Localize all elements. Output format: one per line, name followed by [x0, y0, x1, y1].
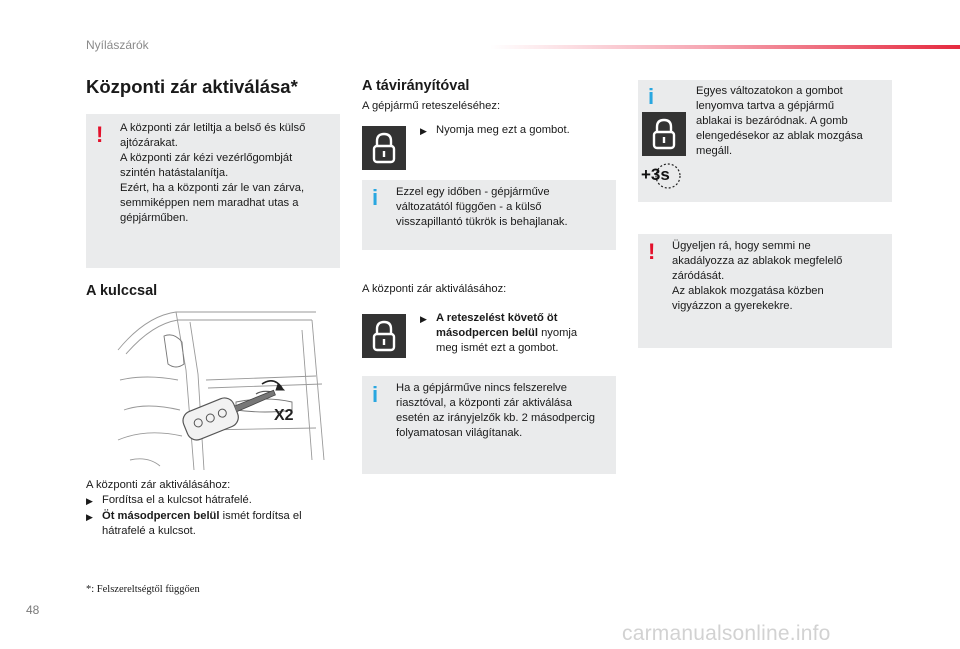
header-accent-line: [490, 45, 960, 49]
key-step-2-bold: Öt másodpercen belül: [102, 510, 220, 522]
info-line: megáll.: [696, 145, 733, 157]
activate-bold-1: A reteszelést követő öt: [436, 312, 558, 324]
activate-bold-2: másodpercen belül: [436, 327, 538, 339]
info-text: [696, 84, 888, 159]
info-box-mirrors: [362, 180, 616, 250]
info-box-indicators: [362, 376, 616, 474]
remote-heading: A távirányítóval: [362, 78, 470, 94]
door-key-illustration: [116, 310, 330, 472]
info-text: [396, 381, 614, 441]
bullet-triangle-icon: ▶: [420, 314, 427, 324]
warning-line: záródását.: [672, 270, 725, 282]
info-icon: i: [648, 84, 655, 109]
info-line: Ezzel egy időben - gépjárműve: [396, 186, 550, 198]
key-step-1-text: Fordítsa el a kulcsot hátrafelé.: [102, 494, 252, 506]
activate-step-text: [436, 311, 577, 356]
info-line: visszapillantó tükrök is behajlanak.: [396, 216, 568, 228]
warning-line: vigyázzon a gyerekekre.: [672, 300, 793, 312]
info-icon: i: [372, 382, 379, 407]
info-line: elengedésekor az ablak mozgása: [696, 130, 863, 142]
warning-box-windows: [638, 234, 892, 348]
warning-line: Ezért, ha a központi zár le van zárva,: [120, 182, 305, 194]
warning-line: semmiképpen nem maradhat utas a: [120, 197, 299, 209]
warning-box-central-lock: [86, 114, 340, 268]
lock-step: [420, 123, 570, 139]
info-line: riasztóval, a központi zár aktiválása: [396, 397, 572, 409]
warning-text: [672, 239, 888, 314]
padlock-icon: [362, 126, 406, 170]
activate-intro: A központi zár aktiválásához:: [362, 283, 507, 295]
activate-rest-2: nyomja: [537, 327, 578, 339]
bullet-triangle-icon: ▶: [86, 512, 93, 522]
warning-line: A központi zár letiltja a belső és külső: [120, 122, 306, 134]
warning-text: [120, 121, 336, 226]
padlock-icon: [362, 314, 406, 358]
warning-line: szintén hatástalanítja.: [120, 167, 229, 179]
page-number: 48: [26, 603, 40, 617]
padlock-icon: [642, 112, 686, 156]
lock-step-text: Nyomja meg ezt a gombot.: [436, 124, 570, 136]
info-line: Ha a gépjárműve nincs felszerelve: [396, 382, 568, 394]
warning-line: ajtózárakat.: [120, 137, 178, 149]
remote-lock-button-icon: [362, 126, 406, 170]
footnote: *: Felszereltségtől függően: [86, 584, 200, 595]
info-line: ablakai is bezáródnak. A gomb: [696, 115, 848, 127]
info-box-windows: [638, 80, 892, 202]
lock-intro: A gépjármű reteszeléséhez:: [362, 100, 501, 112]
key-step-2-rest: ismét fordítsa el: [219, 510, 302, 522]
remote-lock-button-icon: [362, 314, 406, 358]
key-steps: [86, 478, 346, 539]
key-steps-intro: A központi zár aktiválásához:: [86, 479, 231, 491]
hold-3s-label: +3s: [641, 165, 670, 184]
bullet-triangle-icon: ▶: [420, 126, 427, 136]
key-heading: A kulccsal: [86, 283, 158, 299]
warning-exclamation-icon: !: [648, 239, 656, 264]
activate-rest-3: meg ismét ezt a gombot.: [436, 342, 559, 354]
key-step-2-cont: hátrafelé a kulcsot.: [102, 525, 196, 537]
warning-line: gépjárműben.: [120, 212, 189, 224]
section-label: Nyílászárók: [86, 38, 149, 52]
info-line: változatától függően - a külső: [396, 201, 542, 213]
warning-line: Az ablakok mozgatása közben: [672, 285, 824, 297]
key-step-2-text: [102, 509, 302, 539]
warning-exclamation-icon: !: [96, 122, 104, 147]
activate-step: [420, 311, 616, 356]
info-icon: i: [372, 185, 379, 210]
door-key-drawing: [116, 310, 330, 472]
warning-line: Ügyeljen rá, hogy semmi ne: [672, 240, 811, 252]
page-title: Központi zár aktiválása*: [86, 76, 298, 97]
key-step-1: [86, 493, 346, 509]
bullet-triangle-icon: ▶: [86, 496, 93, 506]
info-line: folyamatosan világítanak.: [396, 427, 523, 439]
info-line: esetén az irányjelzők kb. 2 másodpercig: [396, 412, 595, 424]
remote-lock-button-icon: [642, 112, 686, 156]
info-line: Egyes változatokon a gombot: [696, 85, 843, 97]
warning-line: akadályozza az ablakok megfelelő: [672, 255, 843, 267]
info-text: [396, 185, 612, 230]
hold-3s-icon: [640, 162, 684, 190]
key-turn-count: X2: [274, 407, 294, 424]
key-step-2: [86, 509, 346, 539]
warning-line: A központi zár kézi vezérlőgombját: [120, 152, 293, 164]
watermark: carmanualsonline.info: [622, 622, 831, 645]
info-line: lenyomva tartva a gépjármű: [696, 100, 835, 112]
